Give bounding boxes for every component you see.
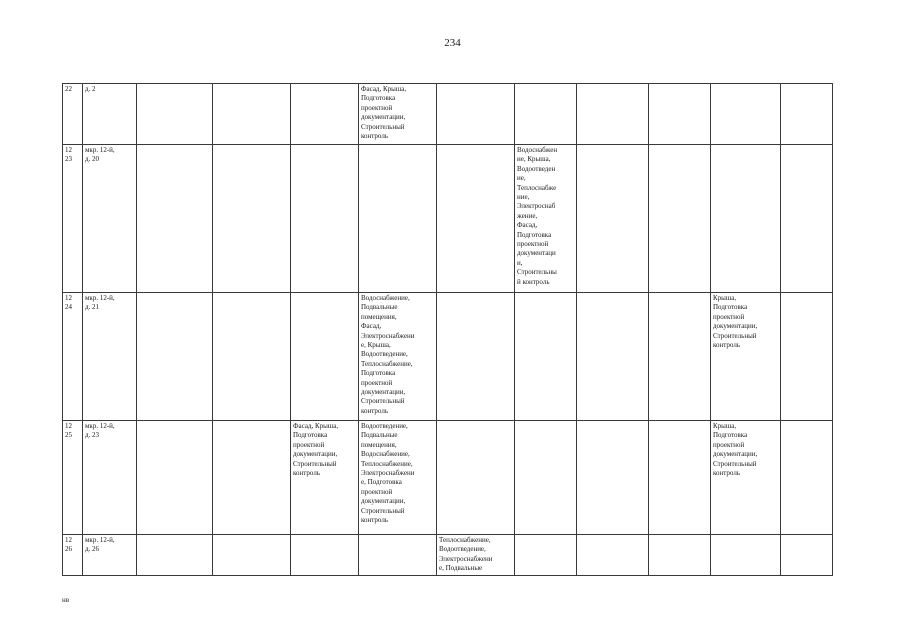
table-cell xyxy=(781,145,833,293)
table-cell xyxy=(515,535,577,576)
table-cell xyxy=(137,535,213,576)
table-cell xyxy=(781,84,833,145)
table-cell xyxy=(577,293,649,421)
table-cell xyxy=(291,145,359,293)
address-cell: мкр. 12-й, д. 20 xyxy=(83,145,137,293)
table-cell xyxy=(577,421,649,535)
address-cell: д. 2 xyxy=(83,84,137,145)
table-cell xyxy=(781,421,833,535)
row-number-cell: 12 25 xyxy=(63,421,83,535)
table-cell xyxy=(649,293,711,421)
row-number-cell: 12 23 xyxy=(63,145,83,293)
address-cell: мкр. 12-й, д. 26 xyxy=(83,535,137,576)
table-cell xyxy=(711,535,781,576)
table-cell xyxy=(137,293,213,421)
table-cell xyxy=(577,535,649,576)
work-type-cell: Крыша, Подготовка проектной документации, Строительный контроль xyxy=(711,421,781,535)
table-cell xyxy=(291,535,359,576)
table-row xyxy=(63,84,833,145)
work-type-cell: Фасад, Крыша, Подготовка проектной документации, Строительный контроль xyxy=(359,84,437,145)
table-cell xyxy=(711,84,781,145)
table-cell xyxy=(359,145,437,293)
table-row xyxy=(63,535,833,576)
work-type-cell: Крыша, Подготовка проектной документации, Строительный контроль xyxy=(711,293,781,421)
table-cell xyxy=(213,421,291,535)
works-table xyxy=(62,83,833,576)
table-cell xyxy=(213,145,291,293)
table-cell xyxy=(437,84,515,145)
table-cell xyxy=(137,421,213,535)
row-number-cell: 12 24 xyxy=(63,293,83,421)
table-cell xyxy=(213,535,291,576)
footer-mark: нв xyxy=(62,596,70,604)
table-cell xyxy=(577,145,649,293)
table-cell xyxy=(649,145,711,293)
table-cell xyxy=(213,84,291,145)
work-type-cell: Теплоснабжение, Водоотведение, Электроснабжени е, Подвальные xyxy=(437,535,515,576)
table-cell xyxy=(213,293,291,421)
address-cell: мкр. 12-й, д. 23 xyxy=(83,421,137,535)
address-cell: мкр. 12-й, д. 21 xyxy=(83,293,137,421)
table-cell xyxy=(649,535,711,576)
table-cell xyxy=(437,293,515,421)
page-number: 234 xyxy=(444,37,461,49)
table-cell xyxy=(291,84,359,145)
work-type-cell: Водоснабжение, Подвальные помещения, Фасад, Электроснабжени е, Крыша, Водоотведение, Теплоснабжение, Подготовка проектной документации, Строительный контроль xyxy=(359,293,437,421)
table-row xyxy=(63,421,833,535)
table-cell xyxy=(711,145,781,293)
table-cell xyxy=(515,293,577,421)
table-cell xyxy=(137,145,213,293)
table-cell xyxy=(781,293,833,421)
table-cell xyxy=(577,84,649,145)
table-cell xyxy=(359,535,437,576)
table-cell xyxy=(515,84,577,145)
work-type-cell: Водоснабжен ие, Крыша, Водоотведен ие, Теплоснабже ние, Электроснаб жение, Фасад, Подготовка проектной документаци и, Строительны й контроль xyxy=(515,145,577,293)
table-cell xyxy=(649,421,711,535)
table-cell xyxy=(291,293,359,421)
work-type-cell: Водоотведение, Подвальные помещения, Водоснабжение, Теплоснабжение, Электроснабжени е, Подготовка проектной документации, Строительный контроль xyxy=(359,421,437,535)
table-row xyxy=(63,293,833,421)
table-cell xyxy=(437,145,515,293)
table-cell xyxy=(515,421,577,535)
work-type-cell: Фасад, Крыша, Подготовка проектной документации, Строительный контроль xyxy=(291,421,359,535)
table-cell xyxy=(649,84,711,145)
table-cell xyxy=(437,421,515,535)
table-cell xyxy=(781,535,833,576)
table-row xyxy=(63,145,833,293)
table-cell xyxy=(137,84,213,145)
row-number-cell: 12 26 xyxy=(63,535,83,576)
row-number-cell: 22 xyxy=(63,84,83,145)
